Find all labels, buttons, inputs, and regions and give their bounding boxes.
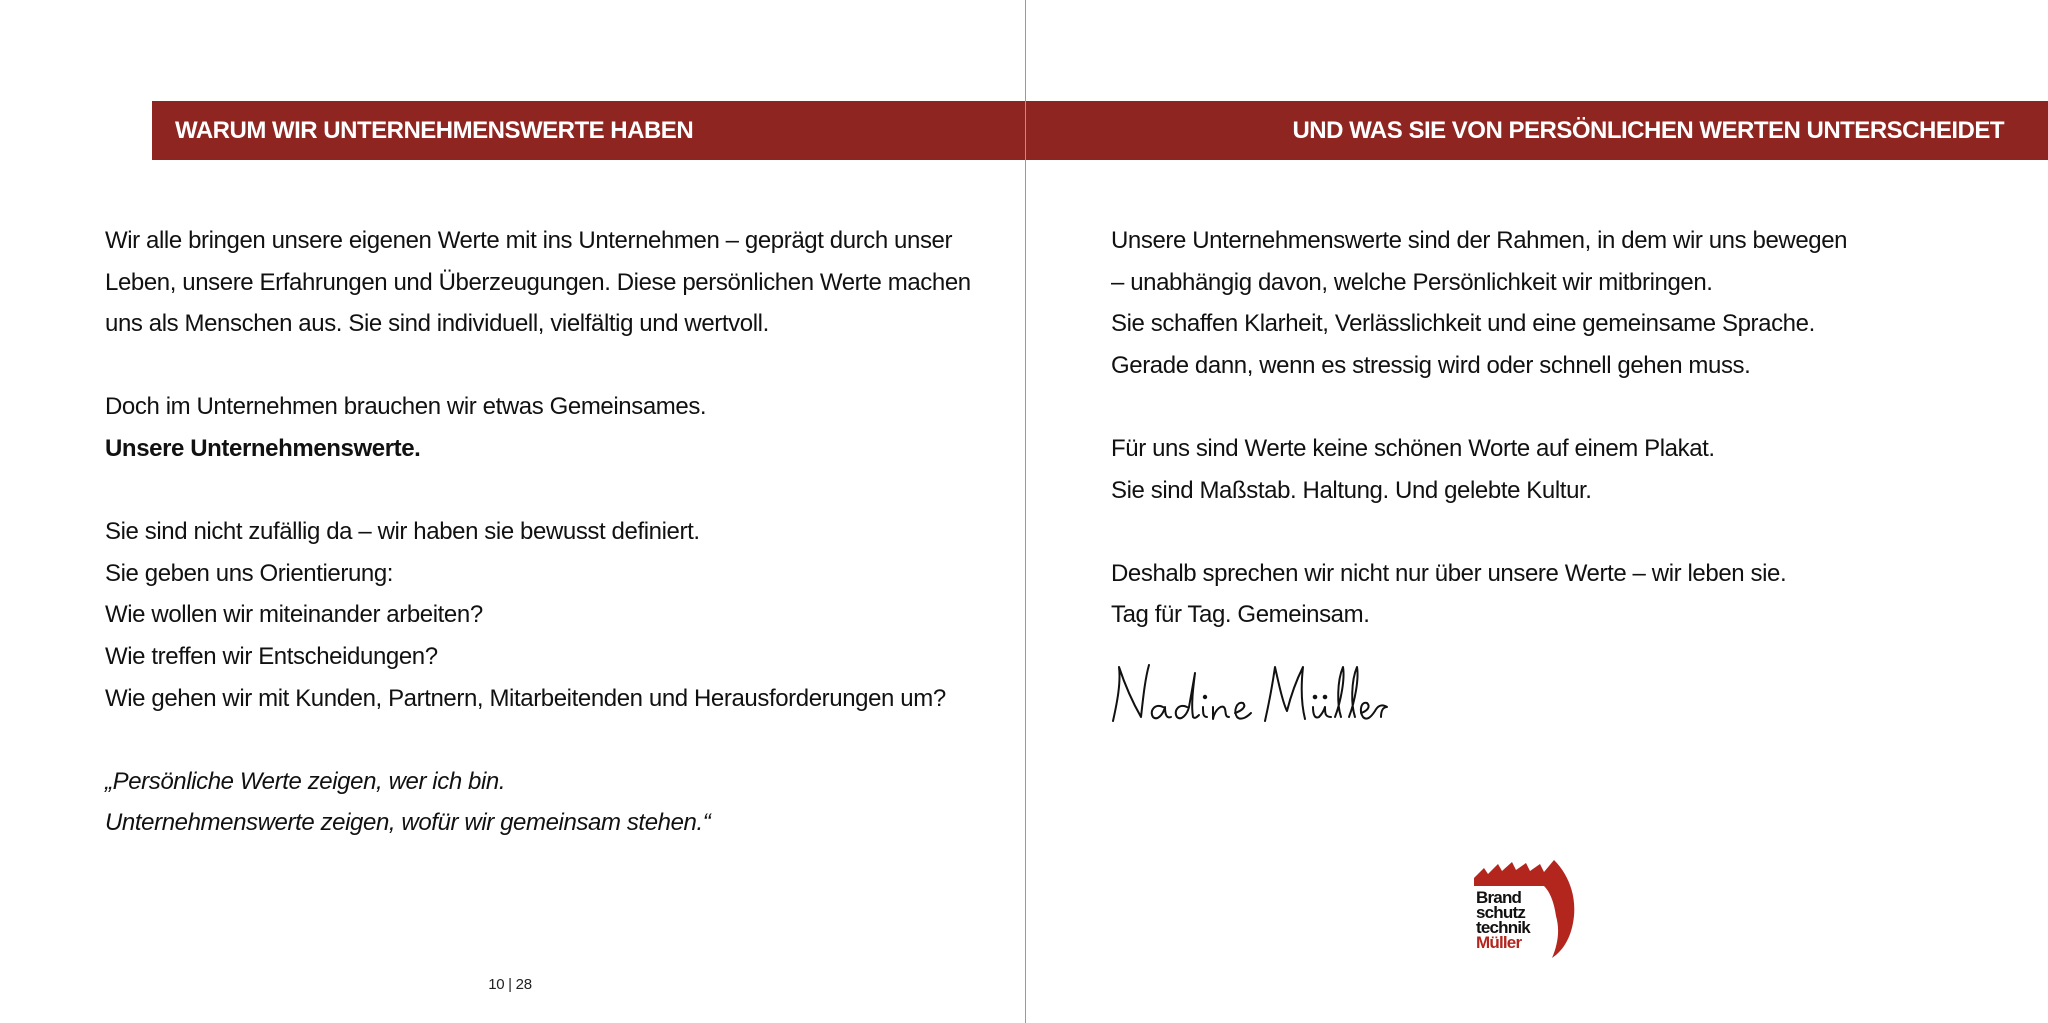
right-header-title: UND WAS SIE VON PERSÖNLICHEN WERTEN UNTERSCHEIDET bbox=[1292, 117, 2004, 144]
text-line: Leben, unsere Erfahrungen und Überzeugungen. Diese persönlichen Werte machen bbox=[105, 268, 971, 296]
left-header-title: WARUM WIR UNTERNEHMENSWERTE HABEN bbox=[175, 117, 694, 144]
brandschutztechnik-mueller-logo bbox=[1472, 860, 1582, 960]
text-line: Doch im Unternehmen brauchen wir etwas Gemeinsames. bbox=[105, 393, 707, 421]
left-paragraph-3 bbox=[105, 511, 985, 719]
bold-emphasis-line: Unsere Unternehmenswerte. bbox=[105, 434, 421, 462]
text-line: Sie sind Maßstab. Haltung. Und gelebte Kultur. bbox=[1111, 476, 1592, 504]
right-column-text bbox=[1111, 220, 1991, 636]
text-line: Unsere Unternehmenswerte sind der Rahmen, in dem wir uns bewegen bbox=[1111, 227, 1848, 254]
right-paragraph-2 bbox=[1111, 428, 1991, 511]
right-paragraph-1 bbox=[1111, 220, 1991, 386]
text-line: Tag für Tag. Gemeinsam. bbox=[1111, 601, 1370, 629]
left-paragraph-2 bbox=[105, 386, 985, 469]
text-line: Sie schaffen Klarheit, Verlässlichkeit und eine gemeinsame Sprache. bbox=[1111, 310, 1815, 338]
text-line: Wie wollen wir miteinander arbeiten? bbox=[105, 601, 483, 629]
text-line: Für uns sind Werte keine schönen Worte auf einem Plakat. bbox=[1111, 434, 1715, 462]
text-line: uns als Menschen aus. Sie sind individuell, vielfältig und wertvoll. bbox=[105, 310, 769, 338]
logo-line-brand: Brand bbox=[1476, 888, 1522, 907]
right-header-banner bbox=[1026, 101, 2048, 160]
left-column-text bbox=[105, 220, 985, 844]
text-line: Wir alle bringen unsere eigenen Werte mit ins Unternehmen – geprägt durch unser bbox=[105, 227, 953, 254]
logo-line-mueller: Müller bbox=[1476, 933, 1522, 952]
quote-line: „Persönliche Werte zeigen, wer ich bin. bbox=[105, 767, 506, 795]
page-number: 10 | 28 bbox=[488, 976, 532, 993]
text-line: Wie gehen wir mit Kunden, Partnern, Mitarbeitenden und Herausforderungen um? bbox=[105, 684, 946, 712]
left-quote bbox=[105, 761, 985, 844]
text-line: – unabhängig davon, welche Persönlichkeit wir mitbringen. bbox=[1111, 268, 1713, 296]
logo-wordmark bbox=[1476, 890, 1530, 950]
handwritten-signature bbox=[1105, 645, 1405, 755]
quote-line: Unternehmenswerte zeigen, wofür wir gemeinsam stehen.“ bbox=[105, 809, 711, 837]
logo-line-schutz: schutz bbox=[1476, 903, 1526, 922]
left-header-banner bbox=[152, 101, 1025, 160]
text-line: Gerade dann, wenn es stressig wird oder schnell gehen muss. bbox=[1111, 351, 1751, 379]
text-line: Sie sind nicht zufällig da – wir haben sie bewusst definiert. bbox=[105, 518, 700, 546]
text-line: Sie geben uns Orientierung: bbox=[105, 559, 394, 587]
logo-line-technik: technik bbox=[1476, 918, 1530, 937]
text-line: Wie treffen wir Entscheidungen? bbox=[105, 642, 438, 670]
right-paragraph-3 bbox=[1111, 553, 1991, 636]
text-line: Deshalb sprechen wir nicht nur über unsere Werte – wir leben sie. bbox=[1111, 559, 1787, 587]
left-paragraph-1 bbox=[105, 220, 985, 345]
